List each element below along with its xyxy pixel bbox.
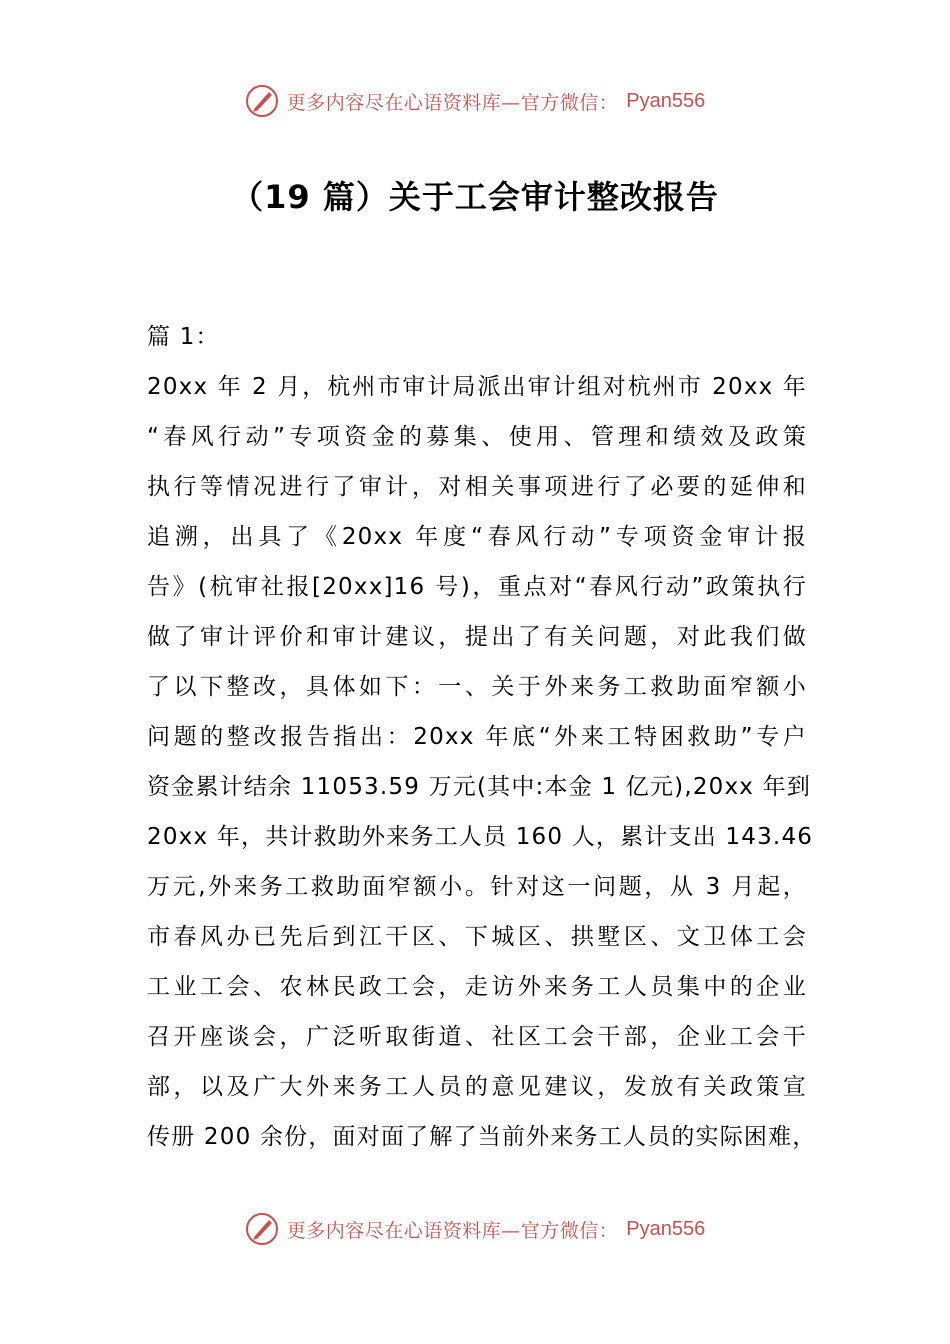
paragraph-line: 召开座谈会，广泛听取街道、社区工会干部，企业工会干 [147,1024,807,1050]
quill-logo-icon [245,84,279,118]
document-title: （19 篇）关于工会审计整改报告 [231,178,719,216]
paragraph-line: 做了审计评价和审计建议，提出了有关问题，对此我们做 [147,624,807,650]
banner-wechat-id: Pyan556 [626,89,706,112]
header-banner [0,84,950,118]
document-body [147,312,817,1162]
paragraph-line: 了以下整改，具体如下：一、关于外来务工救助面窄额小 [147,674,807,700]
paragraph-line: 部，以及广大外来务工人员的意见建议，发放有关政策宣 [147,1074,807,1100]
paragraph-line: 资金累计结余 11053.59 万元(其中:本金 1 亿元),20xx 年到 [147,774,812,800]
paragraph-line: 追溯，出具了《20xx 年度“春风行动”专项资金审计报 [147,524,808,550]
paragraph-line: 20xx 年 2 月，杭州市审计局派出审计组对杭州市 20xx 年 [147,374,807,400]
footer-banner [0,1212,950,1246]
paragraph-line: “春风行动”专项资金的募集、使用、管理和绩效及政策 [147,424,807,450]
banner-text: 更多内容尽在心语资料库—官方微信： [286,91,619,114]
paragraph-line: 传册 200 余份，面对面了解了当前外来务工人员的实际困难， [147,1124,817,1150]
paragraph-line: 工业工会、农林民政工会，走访外来务工人员集中的企业 [147,974,807,1000]
quill-logo-icon [245,1212,279,1246]
section-label: 篇 1： [147,324,220,350]
paragraph-line: 20xx 年，共计救助外来务工人员 160 人，累计支出 143.46 [147,824,814,850]
paragraph-line: 执行等情况进行了审计，对相关事项进行了必要的延伸和 [147,474,807,500]
paragraph-line: 万元,外来务工救助面窄额小。针对这一问题，从 3 月起， [147,874,807,900]
paragraph-line: 问题的整改报告指出：20xx 年底“外来工特困救助”专户 [147,724,807,750]
paragraph-line: 告》(杭审社报[20xx]16 号)，重点对“春风行动”政策执行 [147,574,807,600]
paragraph-line: 市春风办已先后到江干区、下城区、拱墅区、文卫体工会 [147,924,807,950]
banner-text: 更多内容尽在心语资料库—官方微信： [286,1219,619,1242]
banner-wechat-id: Pyan556 [626,1217,706,1240]
